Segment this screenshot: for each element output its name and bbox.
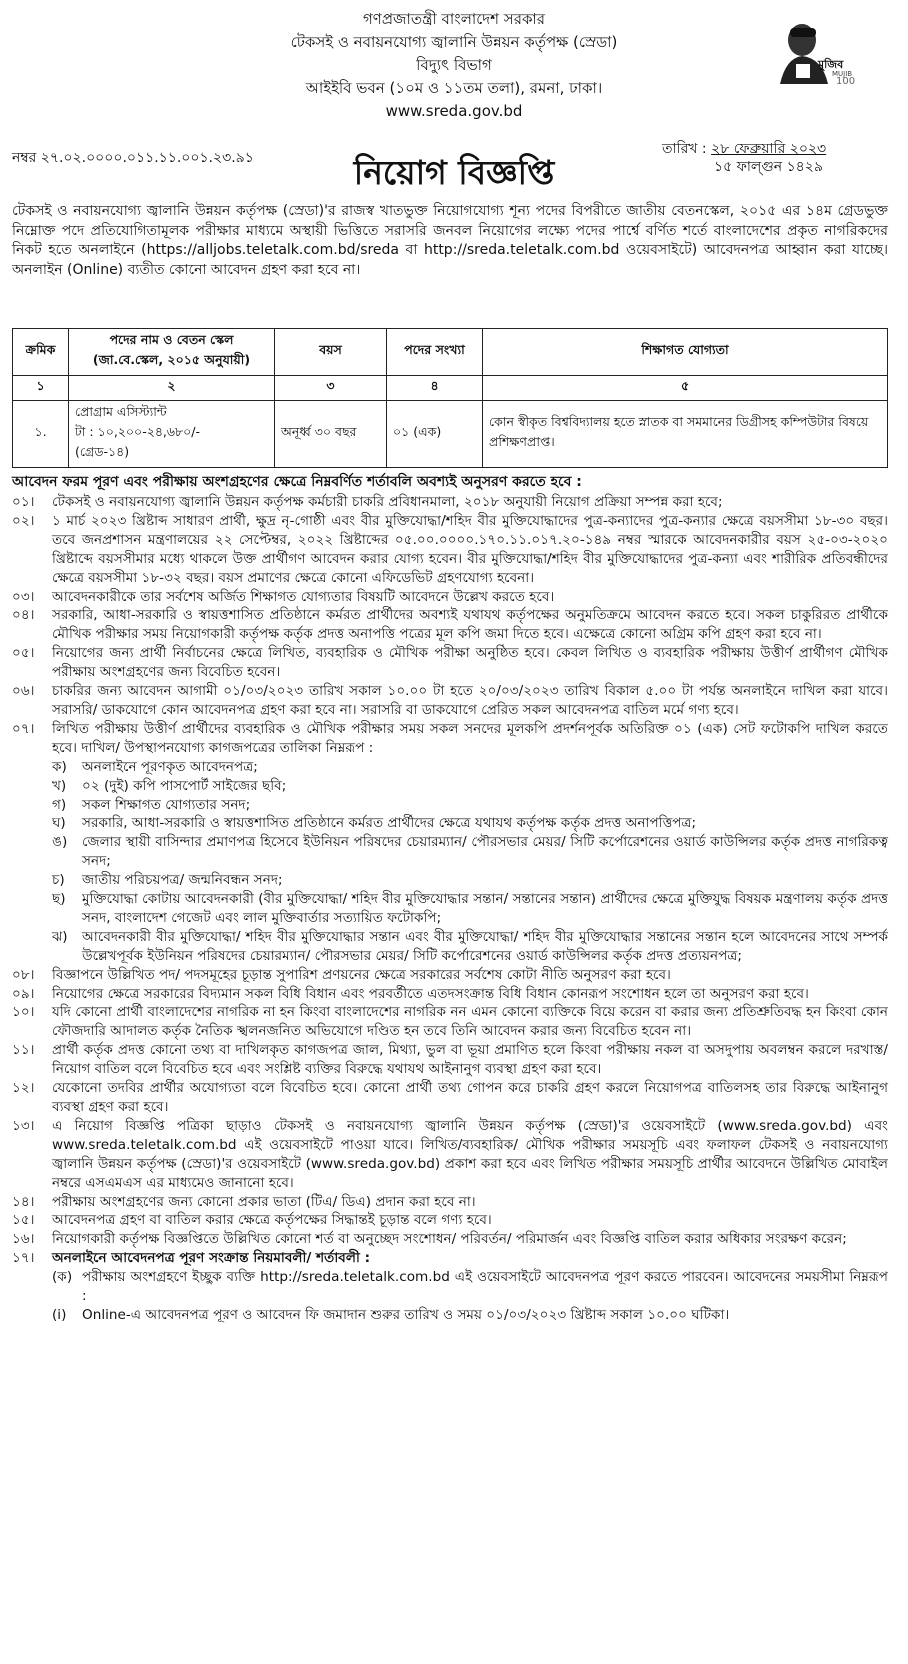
header-post: পদের নাম ও বেতন স্কেল (জা.বে.স্কেল, ২০১৫ অনুযায়ী) (69, 329, 275, 376)
row-serial: ১. (13, 401, 69, 468)
condition-item (12, 644, 888, 682)
memo-number: নম্বর ২৭.০২.০০০০.০১১.১১.০০১.২৩.৯১ (12, 150, 254, 166)
svg-text:মুজিব: মুজিব (818, 58, 844, 71)
condition-item (12, 1249, 888, 1325)
col-number: ১ (13, 376, 69, 401)
sub-item-number: চ) (52, 872, 65, 889)
header-serial: ক্রমিক (13, 329, 69, 376)
condition-number: ০৮। (12, 966, 35, 983)
condition-number: ০৩। (12, 588, 35, 605)
condition-sub-item (52, 1268, 888, 1306)
condition-text: নিয়োগের ক্ষেত্রে সরকারের বিদ্যমান সকল বিধি বিধান এবং পরবর্তীতে এতদসংক্রান্ত বিধি বিধান কোনরূপ সংশোধন হলে তা অনুসরণ করা হবে। (52, 985, 809, 1002)
condition-text: নিয়োগের জন্য প্রার্থী নির্বাচনের ক্ষেত্রে লিখিত, ব্যবহারিক ও মৌখিক পরীক্ষা অনুষ্ঠিত হবে। কেবল লিখিত ও ব্যবহারিক পরীক্ষায় উত্তীর্ণ প্রার্থীগণ মৌখিক পরীক্ষায় অংশগ্রহণের জন্য বিবেচিত হবেন। (52, 645, 888, 681)
condition-item (12, 1041, 888, 1079)
sub-item-text: জেলার স্থায়ী বাসিন্দার প্রমাণপত্র হিসেবে ইউনিয়ন পরিষদের চেয়ারম্যান/ পৌরসভার মেয়র/ সিটি কর্পোরেশনের ওয়ার্ড কাউন্সিলর কর্তৃক প্রদত্ত নাগরিকত্ব সনদ; (82, 834, 888, 870)
col-number: ৫ (483, 376, 888, 401)
condition-text: চাকরির জন্য আবেদন আগামী ০১/০৩/২০২৩ তারিখ সকাল ১০.০০ টা হতে ২০/০৩/২০২৩ তারিখ বিকাল ৫.০০ টা পর্যন্ত অনলাইনে দাখিল করা যাবে। সরাসরি/ ডাকযোগে কোন আবেদনপত্র গ্রহণ করা হবে না। সরাসরি বা ডাকযোগে প্রেরিত সকল আবেদনপত্র বাতিল মর্মে গণ্য হবে। (52, 683, 888, 718)
condition-number: ১০। (12, 1004, 35, 1021)
col-number: ২ (69, 376, 275, 401)
condition-body (52, 720, 888, 966)
condition-sub-item (52, 814, 888, 833)
condition-text: সরকারি, আধা-সরকারি ও স্বায়ত্তশাসিত প্রতিষ্ঠানে কর্মরত প্রার্থীদের অবশ্যই যথাযথ কর্তৃপক্ষের অনুমতিক্রমে আবেদন করতে হবে। সকল চাকুরিরত প্রার্থীকে মৌখিক পরীক্ষার সময় নিয়োগকারী কর্তৃপক্ষ কর্তৃক প্রদত্ত অনাপত্তি পত্রের মূল কপি জমা দিতে হবে। এক্ষেত্রে কোনো অগ্রিম কপি গ্রহণ করা হবে না। (52, 607, 888, 643)
col-number: ৪ (387, 376, 483, 401)
condition-text: আবেদনপত্র গ্রহণ বা বাতিল করার ক্ষেত্রে কর্তৃপক্ষের সিদ্ধান্তই চূড়ান্ত বলে গণ্য হবে। (52, 1212, 492, 1229)
condition-number: ০৪। (12, 607, 35, 624)
condition-text: ১ মার্চ ২০২৩ খ্রিষ্টাব্দ সাধারণ প্রার্থী, ক্ষুদ্র নৃ-গোষ্ঠী এবং বীর মুক্তিযোদ্ধা/শহিদ বীর মুক্তিযোদ্ধাদের পুত্র-কন্যাদের পুত্র-কন্যার ক্ষেত্রে বয়সসীমা ১৮-৩০ বছর। তবে জনপ্রশাসন মন্ত্রণালয়ের ২২ সেপ্টেম্বর, ২০২২ খ্রিষ্টাব্দের ০৫.০০.০০০০.১৭০.১১.০১৭.২০-১৪৯ নম্বর স্মারকে আবেদনকারীর বয়স ২৫-০৩-২০২০ খ্রিষ্টাব্দে বয়সসীমার মধ্যে থাকলে উক্ত প্রার্থীগণ আবেদন করার যোগ্য হবেন। বীর মুক্তিযোদ্ধা/শহিদ বীর মুক্তিযোদ্ধাদের পুত্র-কন্যা এবং শারীরিক প্রতিবন্ধীদের ক্ষেত্রে বয়সসীমা ১৮-৩২ বছর। বয়স প্রমাণের ক্ষেত্রে কোনো এফিডেভিট গ্রহণযোগ্য হবেনা। (52, 512, 888, 586)
date-label: তারিখ : (662, 141, 707, 157)
header-count: পদের সংখ্যা (387, 329, 483, 376)
condition-text: পরীক্ষায় অংশগ্রহণের জন্য কোনো প্রকার ভাতা (টিএ/ ডিএ) প্রদান করা হবে না। (52, 1193, 476, 1210)
sub-item-text: জাতীয় পরিচয়পত্র/ জন্মনিবন্ধন সনদ; (82, 872, 283, 889)
sub-item-number: ঘ) (52, 815, 66, 832)
condition-text: নিয়োগকারী কর্তৃপক্ষ বিজ্ঞপ্তিতে উল্লিখিত কোনো শর্ত বা অনুচ্ছেদ সংশোধন/ পরিবর্তন/ পরিমার্জন এবং বিজ্ঞপ্তি বাতিল করার অধিকার সংরক্ষণ করেন; (52, 1231, 847, 1248)
mujib-100-logo (766, 14, 866, 84)
date-bangla: ১৫ ফাল্গুন ১৪২৯ (714, 159, 823, 175)
svg-text:100: 100 (836, 76, 856, 84)
condition-number: ১৩। (12, 1117, 35, 1134)
condition-body (52, 493, 888, 512)
condition-text: টেকসই ও নবায়নযোগ্য জ্বালানি উন্নয়ন কর্তৃপক্ষ কর্মচারী চাকরি প্রবিধানমালা, ২০১৮ অনুযায়ী নিয়োগ প্রক্রিয়া সম্পন্ন করা হবে; (52, 494, 723, 510)
condition-body (52, 985, 888, 1004)
condition-text: আবেদনকারীকে তার সর্বশেষ অর্জিত শিক্ষাগত যোগ্যতার বিষয়টি আবেদনে উল্লেখ করতে হবে। (52, 588, 555, 605)
sub-item-text: সরকারি, আধা-সরকারি ও স্বায়ত্তশাসিত প্রতিষ্ঠানে কর্মরত প্রার্থীদের ক্ষেত্রে যথাযথ কর্তৃপক্ষ কর্তৃক প্রদত্ত অনাপত্তিপত্র; (82, 815, 697, 832)
header-age: বয়স (275, 329, 387, 376)
condition-sub-item (52, 928, 888, 966)
condition-number: ১৪। (12, 1193, 35, 1210)
condition-number: ১৬। (12, 1231, 35, 1248)
sub-item-number: (ক) (52, 1269, 73, 1286)
condition-text: এ নিয়োগ বিজ্ঞপ্তি পত্রিকা ছাড়াও টেকসই ও নবায়নযোগ্য জ্বালানি উন্নয়ন কর্তৃপক্ষ (স্রেডা)'র ওয়েবসাইটে (www.sreda.gov.bd) এবং www.sreda.teletalk.com.bd এই ওয়েবসাইটে পাওয়া যাবে। লিখিত/ব্যবহারিক/ মৌখিক পরীক্ষার সময়সূচি এবং ফলাফল টেকসই ও নবায়নযোগ্য জ্বালানি উন্নয়ন কর্তৃপক্ষ (স্রেডা)'র ওয়েবসাইটে (www.sreda.gov.bd) প্রকাশ করা হবে এবং লিখিত পরীক্ষার সময়সূচি প্রার্থীর আবেদনে উল্লিখিত মোবাইল নম্বরে এসএমএস এর মাধ্যমেও জানানো হবে। (52, 1117, 889, 1191)
notice-title: নিয়োগ বিজ্ঞপ্তি (353, 153, 555, 192)
condition-number: ০১। (12, 494, 35, 510)
sub-item-number: গ) (52, 796, 67, 813)
condition-body (52, 588, 888, 607)
sub-item-text: সকল শিক্ষাগত যোগ্যতার সনদ; (82, 796, 251, 813)
condition-number: ০২। (12, 512, 35, 529)
condition-item (12, 493, 888, 512)
condition-body (52, 1117, 888, 1193)
condition-item (12, 1230, 888, 1249)
condition-item (12, 966, 888, 985)
condition-text: প্রার্থী কর্তৃক প্রদত্ত কোনো তথ্য বা দাখিলকৃত কাগজপত্র জাল, মিথ্যা, ভুল বা ভূয়া প্রমাণিত হলে কিংবা পরীক্ষায় নকল বা অসদুপায় অবলম্বন করলে দরখাস্ত/ নিয়োগ বাতিল বলে বিবেচিত হবে এবং সংশ্লিষ্ট ব্যক্তির বিরুদ্ধে যথাযথ আইনানুগ ব্যবস্থা গ্রহণ করা হবে। (52, 1042, 888, 1078)
svg-text:MUJIB: MUJIB (832, 70, 853, 78)
intro-paragraph: টেকসই ও নবায়নযোগ্য জ্বালানি উন্নয়ন কর্তৃপক্ষ (স্রেডা)'র রাজস্ব খাতভুক্ত নিয়োগযোগ্য শূন্য পদের বিপরীতে জাতীয় বেতনস্কেল, ২০১৫ এর ১৪ম গ্রেডভুক্ত নিম্নোক্ত পদে প্রতিযোগিতামূলক পরীক্ষার মাধ্যমে অস্থায়ী ভিত্তিতে সরাসরি জনবল নিয়োগের লক্ষ্যে পদের পার্শ্বে বর্ণিত শর্তে বাংলাদেশের প্রকৃত নাগরিকদের নিকট হতে অনলাইনে (https://alljobs.teletalk.com.bd/sreda বা http://sreda.teletalk.com.bd ওয়েবসাইটে) আবেদনপত্র আহ্বান করা যাচ্ছে। অনলাইন (Online) ব্যতীত কোনো আবেদন গ্রহণ করা হবে না। (12, 203, 888, 278)
division-name: বিদ্যুৎ বিভাগ (416, 56, 492, 74)
sub-item-text: পরীক্ষায় অংশগ্রহণে ইচ্ছুক ব্যক্তি http://sreda.teletalk.com.bd এই ওয়েবসাইটে আবেদনপত্র পূরণ করতে পারবেন। আবেদনের সময়সীমা নিম্নরূপ : (82, 1269, 888, 1305)
condition-number: ০৭। (12, 720, 35, 737)
condition-item (12, 720, 888, 966)
post-table (12, 328, 888, 468)
condition-body (52, 606, 888, 644)
condition-text: বিজ্ঞাপনে উল্লিখিত পদ/ পদসমূহের চূড়ান্ত সুপারিশ প্রণয়নের ক্ষেত্রে সরকারের সর্বশেষ কোটা নীতি অনুসরণ করা হবে। (52, 966, 671, 983)
condition-body (52, 966, 888, 985)
sub-item-text: ০২ (দুই) কপি পাসপোর্ট সাইজের ছবি; (82, 777, 287, 794)
condition-body (52, 644, 888, 682)
sub-item-number: ঙ) (52, 834, 68, 851)
condition-text: অনলাইনে আবেদনপত্র পূরণ সংক্রান্ত নিয়মাবলী/ শর্তাবলী : (52, 1250, 371, 1267)
condition-body (52, 1193, 888, 1212)
condition-text: যদি কোনো প্রার্থী বাংলাদেশের নাগরিক না হন কিংবা বাংলাদেশের নাগরিক নন এমন কোনো ব্যক্তিকে বিয়ে করেন বা করার জন্য প্রতিশ্রুতিবদ্ধ হন কিংবা কোন ফৌজদারি আদালত কর্তৃক নৈতিক স্খলনজনিত অভিযোগে দণ্ডিত হন তবে তিনি আবেদন করার জন্য বিবেচিত হবেন না। (52, 1004, 888, 1040)
condition-text: যেকোনো তদবির প্রার্থীর অযোগ্যতা বলে বিবেচিত হবে। কোনো প্রার্থী তথ্য গোপন করে চাকরি গ্রহণ করলে নিয়োগপত্র বাতিলসহ তার বিরুদ্ধে আইনানুগ ব্যবস্থা গ্রহণ করা হবে। (52, 1080, 888, 1115)
row-age: অনূর্ধ্ব ৩০ বছর (275, 401, 387, 468)
sub-item-number: খ) (52, 777, 67, 794)
government-name: গণপ্রজাতন্ত্রী বাংলাদেশ সরকার (362, 10, 546, 28)
condition-sub-item (52, 777, 888, 796)
condition-number: ০৫। (12, 645, 35, 662)
condition-number: ১১। (12, 1042, 35, 1059)
sub-item-number: ছ) (52, 891, 66, 908)
condition-sub-item (52, 871, 888, 890)
condition-sub-item (52, 833, 888, 871)
condition-sub-item (52, 890, 888, 928)
condition-item (12, 1003, 888, 1041)
sub-item-text: অনলাইনে পূরণকৃত আবেদনপত্র; (82, 758, 258, 775)
condition-item (12, 985, 888, 1004)
condition-body (52, 1041, 888, 1079)
condition-item (12, 1211, 888, 1230)
condition-body (52, 1211, 888, 1230)
condition-item (12, 1193, 888, 1212)
condition-item (12, 606, 888, 644)
authority-name: টেকসই ও নবায়নযোগ্য জ্বালানি উন্নয়ন কর্তৃপক্ষ (স্রেডা) (290, 33, 618, 51)
sub-item-number: ঝ) (52, 928, 68, 945)
sub-item-text: আবেদনকারী বীর মুক্তিযোদ্ধা/ শহিদ বীর মুক্তিযোদ্ধার সন্তান এবং বীর মুক্তিযোদ্ধা/ শহিদ বীর মুক্তিযোদ্ধার সন্তানের সন্তান হলে আবেদনের সাথে সম্পর্ক উল্লেখপূর্বক ইউনিয়ন পরিষদের চেয়ারম্যান/ পৌরসভার মেয়র/ সিটি কর্পোরেশনের ওয়ার্ড কাউন্সিলর কর্তৃক প্রদত্ত প্রত্যয়নপত্র; (82, 928, 888, 964)
condition-body (52, 1003, 888, 1041)
row-count: ০১ (এক) (387, 401, 483, 468)
col-number: ৩ (275, 376, 387, 401)
column-number-row (13, 376, 888, 401)
condition-item (12, 512, 888, 588)
header-qualification: শিক্ষাগত যোগ্যতা (483, 329, 888, 376)
condition-item (12, 588, 888, 607)
condition-number: ১২। (12, 1080, 35, 1097)
condition-item (12, 1079, 888, 1117)
condition-item (12, 682, 888, 720)
sub-item-number: ক) (52, 758, 67, 775)
website: www.sreda.gov.bd (385, 102, 523, 120)
date-gregorian: ২৮ ফেব্রুয়ারি ২০২৩ (711, 141, 827, 157)
row-post: প্রোগ্রাম এসিস্ট্যান্ট টা : ১০,২০০-২৪,৬৮০/- (গ্রেড-১৪) (69, 401, 275, 468)
sub-item-text: মুক্তিযোদ্ধা কোটায় আবেদনকারী (বীর মুক্তিযোদ্ধা/ শহিদ বীর মুক্তিযোদ্ধার সন্তান/ সন্তানের সন্তান) প্রার্থীদের ক্ষেত্রে মুক্তিযুদ্ধ বিষয়ক মন্ত্রণালয় কর্তৃক প্রদত্ত সনদ, বাংলাদেশ গেজেট এবং লাল মুক্তিবার্তার সত্যায়িত ফটোকপি; (82, 891, 888, 926)
condition-body (52, 512, 888, 588)
office-address: আইইবি ভবন (১০ম ও ১১তম তলা), রমনা, ঢাকা। (305, 79, 603, 97)
conditions-list (12, 493, 888, 1325)
condition-body (52, 682, 888, 720)
condition-number: ০৯। (12, 985, 35, 1002)
condition-number: ১৫। (12, 1212, 35, 1229)
condition-body (52, 1230, 888, 1249)
sub-item-number: (i) (52, 1306, 67, 1323)
condition-sub-item (52, 758, 888, 777)
condition-text: লিখিত পরীক্ষায় উত্তীর্ণ প্রার্থীদের ব্যবহারিক ও মৌখিক পরীক্ষার সময় সকল সনদের মূলকপি প্রদর্শনপূর্বক অতিরিক্ত ০১ (এক) সেট ফটোকপি দাখিল করতে হবে। দাখিল/ উপস্থাপনযোগ্য কাগজপত্রের তালিকা নিম্নরূপ : (52, 720, 888, 756)
condition-sub-item (52, 1306, 888, 1325)
condition-body (52, 1079, 888, 1117)
condition-item (12, 1117, 888, 1193)
sub-item-text: Online-এ আবেদনপত্র পূরণ ও আবেদন ফি জমাদান শুরুর তারিখ ও সময় ০১/০৩/২০২৩ খ্রিষ্টাব্দ সকাল ১০.০০ ঘটিকা। (82, 1306, 730, 1323)
condition-number: ০৬। (12, 683, 35, 700)
condition-body (52, 1249, 888, 1325)
conditions-heading: আবেদন ফরম পূরণ এবং পরীক্ষায় অংশগ্রহণের ক্ষেত্রে নিম্নবর্ণিত শর্তাবলি অবশ্যই অনুসরণ করতে হবে : (12, 474, 582, 490)
condition-sub-item (52, 796, 888, 815)
table-row (13, 401, 888, 468)
row-qualification: কোন স্বীকৃত বিশ্ববিদ্যালয় হতে স্নাতক বা সমমানের ডিগ্রীসহ কম্পিউটার বিষয়ে প্রশিক্ষণপ্রাপ্ত। (483, 401, 888, 468)
table-header-row (13, 329, 888, 376)
condition-number: ১৭। (12, 1250, 35, 1267)
